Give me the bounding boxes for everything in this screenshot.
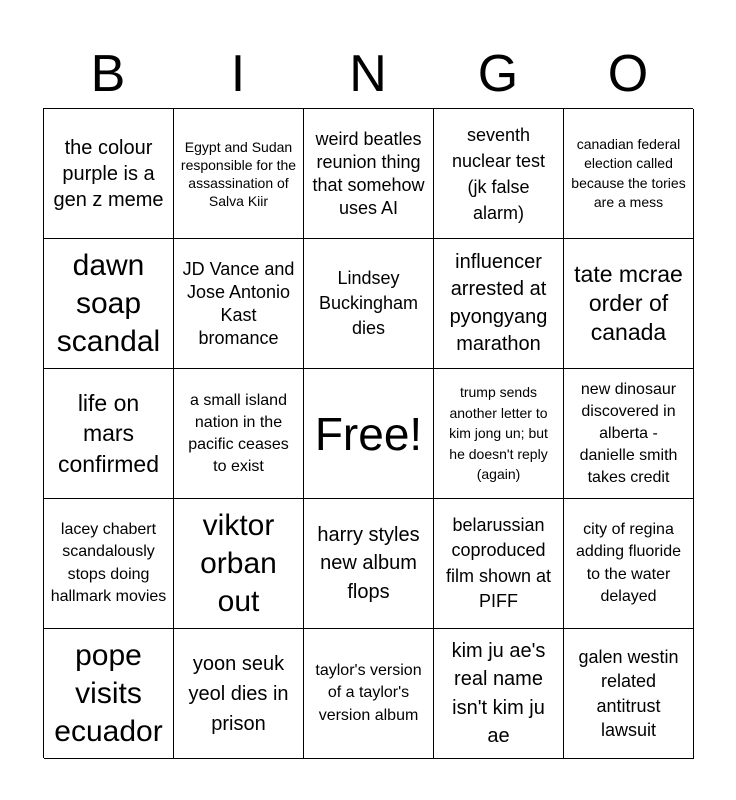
cell-text: tate mcrae order of canada <box>574 261 683 345</box>
cell-text: pope visits ecuador <box>54 638 163 748</box>
bingo-cell-r3-c2[interactable] <box>174 369 304 499</box>
bingo-board <box>43 108 693 758</box>
cell-text: lacey chabert scandalously stops doing hallmark movies <box>50 520 167 605</box>
cell-text: JD Vance and Jose Antonio Kast bromance <box>182 258 295 348</box>
header-letter-o: O <box>607 45 649 103</box>
bingo-cell-r1-c5[interactable] <box>564 109 694 239</box>
bingo-cell-r2-c1[interactable] <box>44 239 174 369</box>
cell-text: taylor's version of a taylor's version album <box>315 661 422 724</box>
header-letter-g: G <box>477 45 519 103</box>
bingo-cell-r1-c1[interactable] <box>44 109 174 239</box>
cell-text: viktor orban out <box>200 508 277 618</box>
bingo-cell-r5-c4[interactable] <box>434 629 564 759</box>
bingo-cell-r2-c2[interactable] <box>174 239 304 369</box>
bingo-cell-r3-c3[interactable] <box>304 369 434 499</box>
cell-text: city of regina adding fluoride to the water delayed <box>576 520 681 605</box>
header-letter-b: B <box>90 45 126 103</box>
bingo-cell-r4-c5[interactable] <box>564 499 694 629</box>
bingo-cell-r4-c1[interactable] <box>44 499 174 629</box>
bingo-cell-r3-c1[interactable] <box>44 369 174 499</box>
cell-text: Egypt and Sudan responsible for the assassination of Salva Kiir <box>180 138 297 209</box>
bingo-cell-r2-c4[interactable] <box>434 239 564 369</box>
bingo-cell-r3-c5[interactable] <box>564 369 694 499</box>
cell-text: belarussian coproduced film shown at PIFF <box>445 514 552 611</box>
cell-text: galen westin related antitrust lawsuit <box>578 646 679 740</box>
cell-text: new dinosaur discovered in alberta - danielle smith takes credit <box>579 380 678 486</box>
cell-text: canadian federal election called because the tories are a mess <box>571 135 686 210</box>
bingo-cell-r5-c5[interactable] <box>564 629 694 759</box>
bingo-cell-r1-c2[interactable] <box>174 109 304 239</box>
bingo-cell-r4-c4[interactable] <box>434 499 564 629</box>
cell-text: influencer arrested at pyongyang marathon <box>449 250 548 355</box>
bingo-cell-r5-c2[interactable] <box>174 629 304 759</box>
bingo-header <box>43 40 693 108</box>
bingo-cell-r3-c4[interactable] <box>434 369 564 499</box>
bingo-cell-r4-c2[interactable] <box>174 499 304 629</box>
cell-text: harry styles new album flops <box>317 523 420 603</box>
bingo-cell-r1-c3[interactable] <box>304 109 434 239</box>
cell-text: the colour purple is a gen z meme <box>53 136 164 211</box>
cell-text: Lindsey Buckingham dies <box>318 268 419 338</box>
header-letter-n: N <box>349 45 387 103</box>
header-letter-i: I <box>230 45 246 103</box>
cell-text: a small island nation in the pacific ceases to exist <box>188 391 289 475</box>
bingo-cell-r1-c4[interactable] <box>434 109 564 239</box>
cell-text: life on mars confirmed <box>58 389 159 477</box>
bingo-cell-r5-c3[interactable] <box>304 629 434 759</box>
cell-text: weird beatles reunion thing that somehow uses AI <box>312 128 425 218</box>
cell-text: trump sends another letter to kim jong un; but he doesn't reply (again) <box>449 384 548 483</box>
bingo-cell-r2-c5[interactable] <box>564 239 694 369</box>
cell-text: yoon seuk yeol dies in prison <box>188 652 289 735</box>
bingo-cell-r5-c1[interactable] <box>44 629 174 759</box>
free-space-text: Free! <box>314 407 423 460</box>
cell-text: dawn soap scandal <box>56 248 161 358</box>
bingo-cell-r2-c3[interactable] <box>304 239 434 369</box>
cell-text: kim ju ae's real name isn't kim ju ae <box>451 639 546 747</box>
cell-text: seventh nuclear test (jk false alarm) <box>451 124 546 223</box>
bingo-cell-r4-c3[interactable] <box>304 499 434 629</box>
